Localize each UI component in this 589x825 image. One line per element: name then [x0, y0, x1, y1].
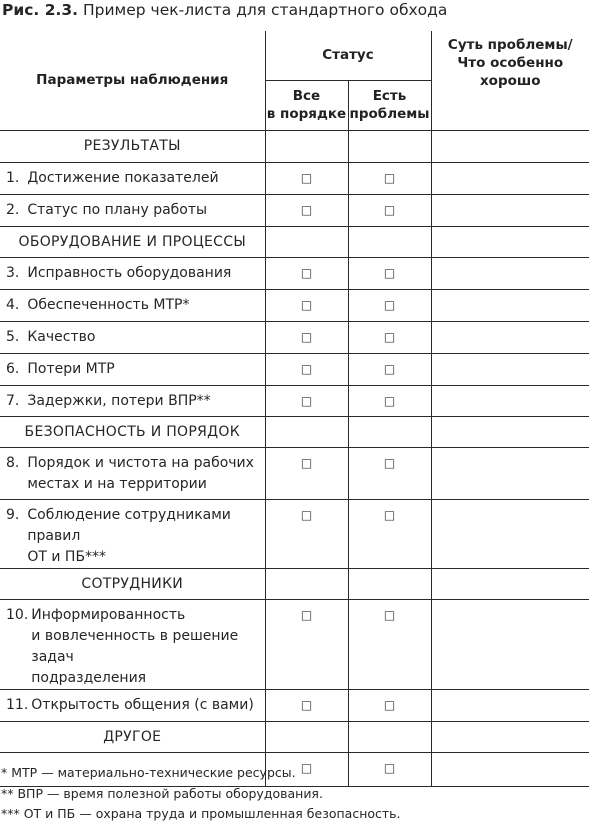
item-number: 2.	[6, 201, 20, 218]
item-number: 7.	[6, 392, 20, 409]
item-number: 10.	[6, 606, 29, 623]
item-number: 11.	[6, 696, 29, 713]
item-number: 9.	[6, 506, 20, 523]
checkbox-problem[interactable]: □	[348, 194, 431, 226]
header-problems: Есть проблемы	[348, 80, 431, 130]
table-row	[0, 257, 589, 289]
section-row	[0, 130, 589, 162]
essence-cell[interactable]	[431, 162, 589, 194]
item-cell	[0, 499, 265, 568]
checkbox-ok[interactable]: □	[265, 194, 348, 226]
checkbox-problem[interactable]: □	[348, 385, 431, 416]
essence-cell[interactable]	[431, 689, 589, 721]
section-row	[0, 721, 589, 752]
item-cell	[0, 599, 265, 689]
section-row	[0, 226, 589, 257]
checkbox-problem[interactable]: □	[348, 257, 431, 289]
item-label: Информированность и вовлеченность в решение задач подразделения	[31, 606, 239, 686]
item-cell	[0, 321, 265, 353]
essence-cell[interactable]	[431, 257, 589, 289]
checkbox-ok[interactable]: □	[265, 752, 348, 786]
checkbox-problem[interactable]: □	[348, 689, 431, 721]
item-cell	[0, 162, 265, 194]
status-ok-cell	[265, 130, 348, 162]
section-label: ДРУГОЕ	[0, 721, 265, 752]
item-cell	[0, 385, 265, 416]
essence-cell[interactable]	[431, 289, 589, 321]
item-number: 4.	[6, 296, 20, 313]
item-number: 6.	[6, 360, 20, 377]
item-label: Порядок и чистота на рабочих местах и на территории	[27, 454, 254, 492]
essence-cell[interactable]	[431, 353, 589, 385]
item-label: Потери МТР	[27, 360, 115, 377]
checkbox-ok[interactable]: □	[265, 689, 348, 721]
status-ok-cell	[265, 721, 348, 752]
item-cell	[0, 194, 265, 226]
table-row	[0, 689, 589, 721]
status-problem-cell	[348, 721, 431, 752]
checkbox-problem[interactable]: □	[348, 353, 431, 385]
essence-cell[interactable]	[431, 752, 589, 786]
section-row	[0, 416, 589, 447]
item-number: 5.	[6, 328, 20, 345]
status-ok-cell	[265, 416, 348, 447]
essence-cell[interactable]	[431, 599, 589, 689]
item-label: Статус по плану работы	[27, 201, 208, 218]
footnote: *** ОТ и ПБ — охрана труда и промышленная безопасность.	[1, 806, 401, 821]
checkbox-problem[interactable]: □	[348, 499, 431, 568]
checkbox-ok[interactable]: □	[265, 162, 348, 194]
checkbox-ok[interactable]: □	[265, 599, 348, 689]
status-ok-cell	[265, 226, 348, 257]
status-problem-cell	[348, 568, 431, 599]
item-cell	[0, 447, 265, 499]
section-label: ОБОРУДОВАНИЕ И ПРОЦЕССЫ	[0, 226, 265, 257]
figure-caption	[2, 0, 447, 20]
checkbox-problem[interactable]: □	[348, 752, 431, 786]
checkbox-ok[interactable]: □	[265, 447, 348, 499]
table-row	[0, 499, 589, 568]
essence-cell[interactable]	[431, 499, 589, 568]
header-essence: Суть проблемы/ Что особенно хорошо	[431, 31, 589, 130]
essence-cell	[431, 568, 589, 599]
checkbox-problem[interactable]: □	[348, 599, 431, 689]
checkbox-ok[interactable]: □	[265, 499, 348, 568]
checkbox-ok[interactable]: □	[265, 321, 348, 353]
essence-cell[interactable]	[431, 321, 589, 353]
checkbox-ok[interactable]: □	[265, 289, 348, 321]
header-params: Параметры наблюдения	[0, 31, 265, 130]
item-label: Качество	[27, 328, 96, 345]
table-row	[0, 447, 589, 499]
checkbox-problem[interactable]: □	[348, 289, 431, 321]
checkbox-problem[interactable]: □	[348, 321, 431, 353]
table-row	[0, 194, 589, 226]
item-cell	[0, 353, 265, 385]
status-problem-cell	[348, 226, 431, 257]
item-label: Соблюдение сотрудниками правил ОТ и ПБ***	[27, 506, 231, 565]
status-problem-cell	[348, 416, 431, 447]
status-problem-cell	[348, 130, 431, 162]
table-row	[0, 353, 589, 385]
item-label: Обеспеченность МТР*	[27, 296, 190, 313]
footnote: ** ВПР — время полезной работы оборудования.	[1, 785, 323, 801]
checkbox-ok[interactable]: □	[265, 257, 348, 289]
item-label: Задержки, потери ВПР**	[27, 392, 211, 409]
item-cell	[0, 289, 265, 321]
item-label: Открытость общения (с вами)	[31, 696, 254, 713]
header-ok: Все в порядке	[265, 80, 348, 130]
essence-cell	[431, 721, 589, 752]
item-cell	[0, 689, 265, 721]
essence-cell[interactable]	[431, 194, 589, 226]
item-label: Исправность оборудования	[27, 264, 232, 281]
status-ok-cell	[265, 568, 348, 599]
table-row	[0, 162, 589, 194]
checkbox-ok[interactable]: □	[265, 385, 348, 416]
footnote: * МТР — материально-технические ресурсы.	[1, 765, 296, 780]
section-label: СОТРУДНИКИ	[0, 568, 265, 599]
section-label: БЕЗОПАСНОСТЬ И ПОРЯДОК	[0, 416, 265, 447]
section-row	[0, 568, 589, 599]
essence-cell	[431, 416, 589, 447]
table-row	[0, 385, 589, 416]
checkbox-ok[interactable]: □	[265, 353, 348, 385]
item-label: Достижение показателей	[27, 169, 219, 186]
essence-cell	[431, 226, 589, 257]
figure-title: Пример чек-листа для стандартного обхода	[82, 1, 448, 19]
essence-cell[interactable]	[431, 385, 589, 416]
checklist-body	[0, 130, 589, 786]
item-number: 8.	[6, 454, 20, 471]
section-label: РЕЗУЛЬТАТЫ	[0, 130, 265, 162]
item-number: 3.	[6, 264, 20, 281]
header-status: Статус	[265, 31, 431, 80]
table-row	[0, 599, 589, 689]
table-row	[0, 289, 589, 321]
essence-cell[interactable]	[431, 447, 589, 499]
table-row	[0, 321, 589, 353]
essence-cell	[431, 130, 589, 162]
item-number: 1.	[6, 169, 20, 186]
figure-label: Рис. 2.3.	[2, 1, 79, 19]
checkbox-problem[interactable]: □	[348, 162, 431, 194]
item-cell	[0, 257, 265, 289]
footnotes	[1, 763, 401, 825]
checklist-table	[0, 31, 589, 787]
checkbox-problem[interactable]: □	[348, 447, 431, 499]
